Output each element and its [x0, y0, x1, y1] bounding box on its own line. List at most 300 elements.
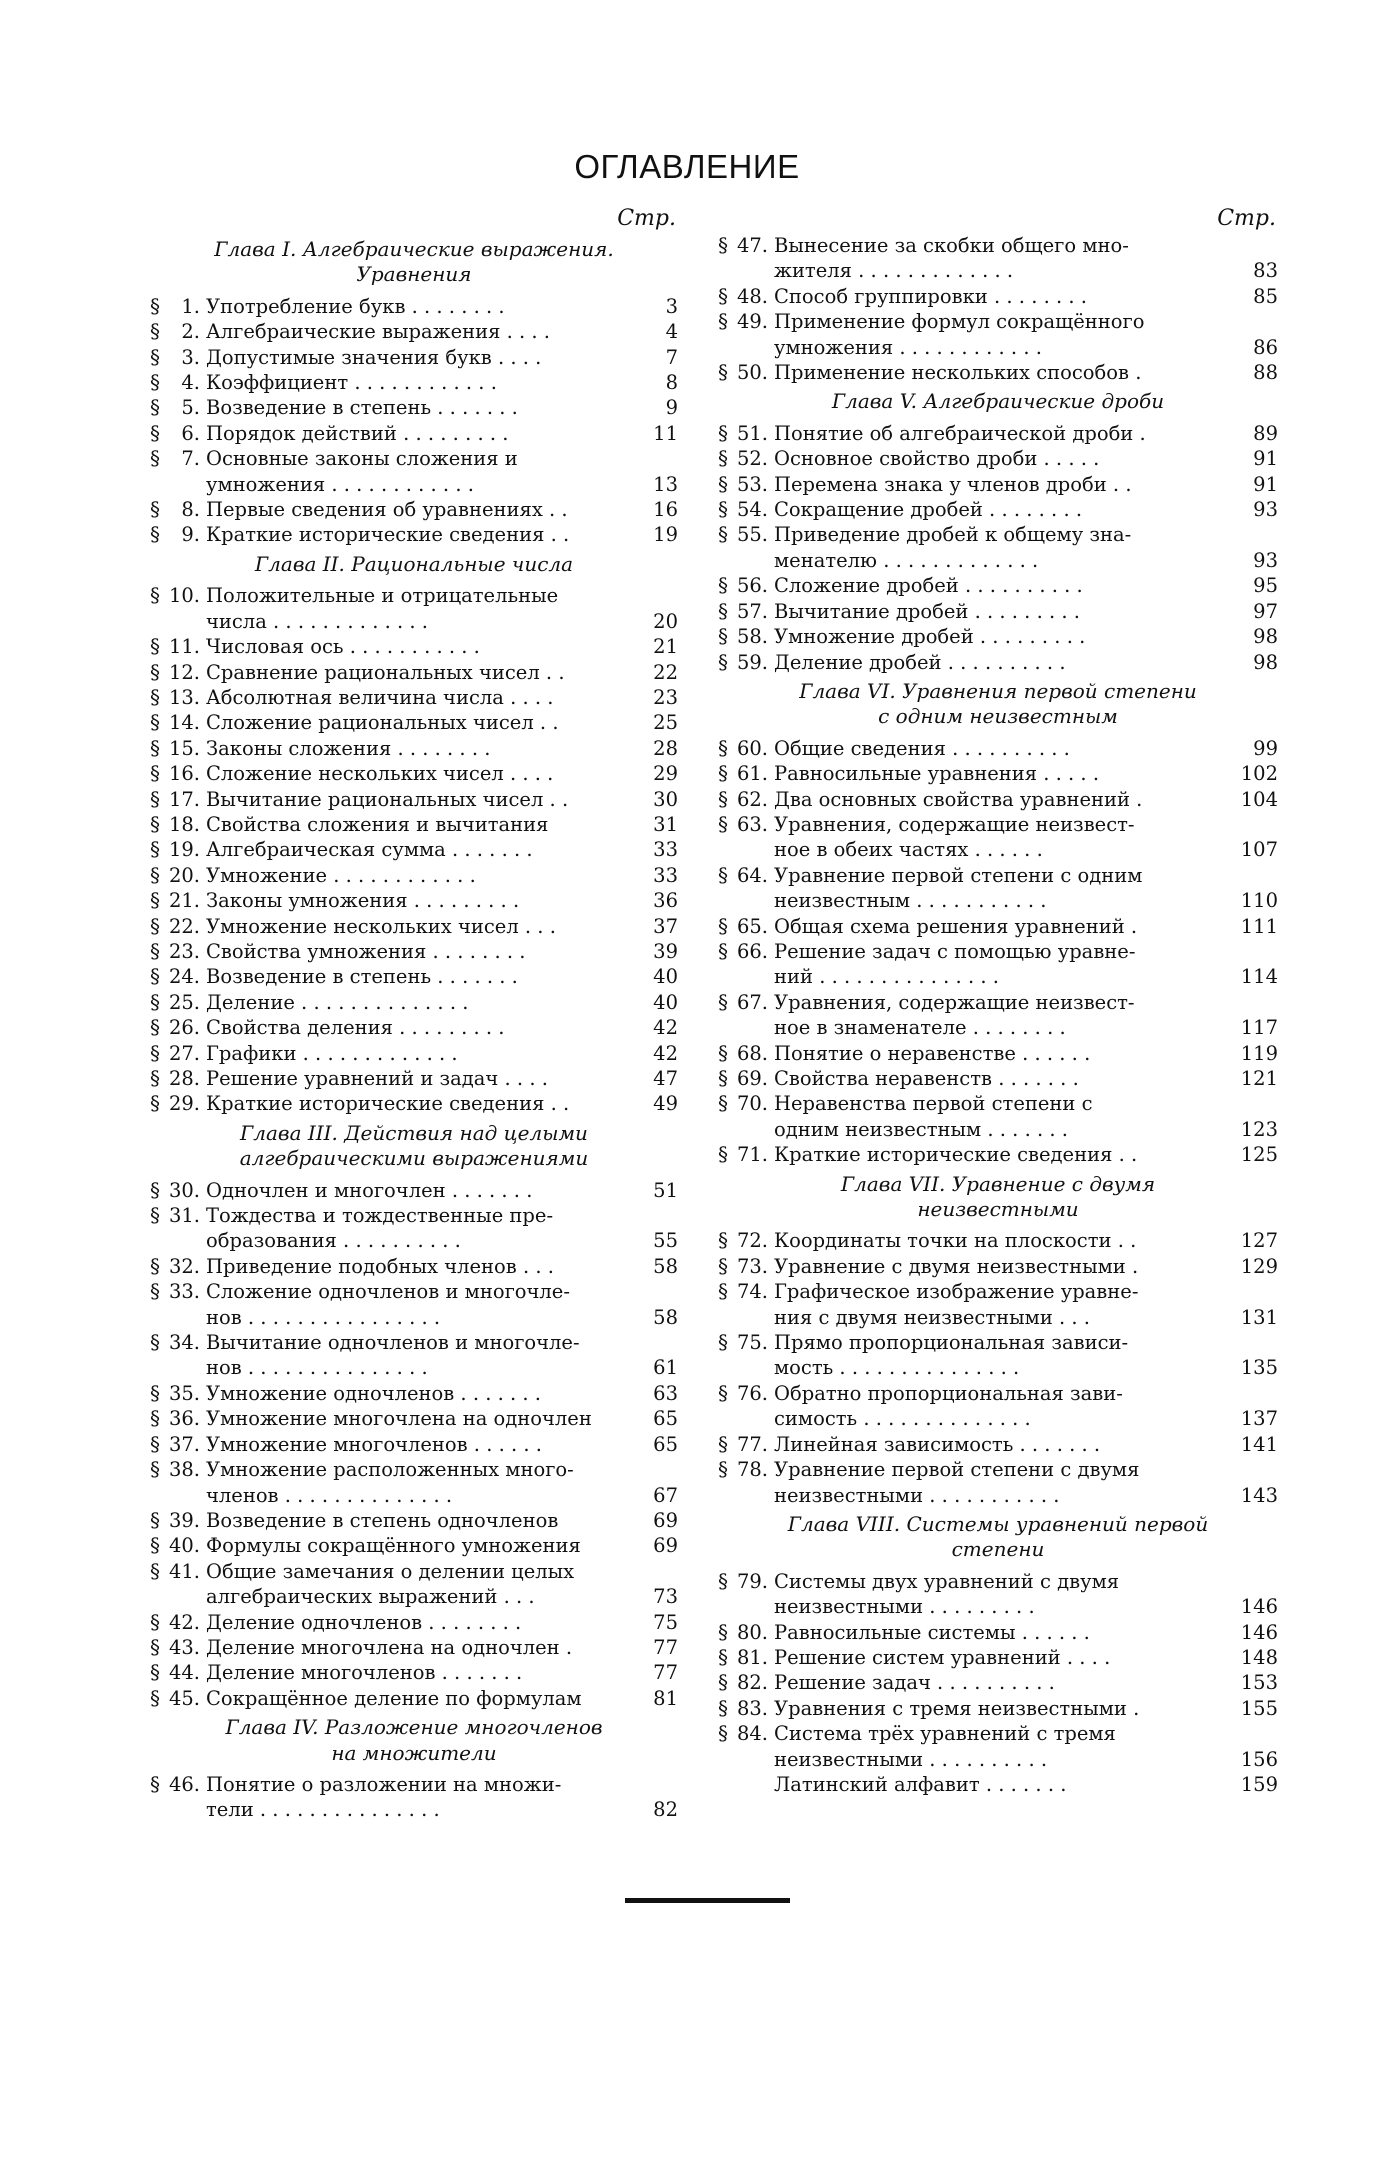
section-sign: § — [718, 1330, 728, 1355]
page-number: 146 — [1240, 1595, 1278, 1619]
section-number: 63. — [736, 812, 768, 836]
page-number: 33 — [653, 863, 678, 887]
toc-entry[interactable] — [150, 761, 678, 786]
section-number: 32. — [168, 1254, 200, 1278]
section-title: Законы умножения . . . . . . . . . — [206, 889, 520, 913]
toc-entry[interactable] — [150, 939, 678, 964]
page-number: 69 — [653, 1508, 678, 1532]
section-title: Свойства сложения и вычитания — [206, 812, 549, 836]
section-sign: § — [150, 293, 160, 318]
section-sign: § — [150, 1507, 160, 1532]
section-title: Краткие исторические сведения . . — [774, 1143, 1138, 1167]
page-number: 61 — [653, 1356, 678, 1380]
section-number: 72. — [736, 1229, 768, 1253]
section-sign: § — [150, 420, 160, 445]
toc-entry[interactable] — [718, 309, 1278, 360]
toc-entry[interactable] — [150, 1381, 678, 1406]
section-title: Равносильные уравнения . . . . . — [774, 762, 1100, 786]
toc-entry[interactable] — [150, 319, 678, 344]
section-number: 83. — [736, 1696, 768, 1720]
section-sign: § — [150, 522, 160, 547]
section-number: 68. — [736, 1041, 768, 1065]
page-number: 104 — [1240, 787, 1278, 811]
page-number: 127 — [1240, 1229, 1278, 1253]
page-number: 36 — [653, 889, 678, 913]
section-number: 37. — [168, 1432, 200, 1456]
section-sign: § — [150, 989, 160, 1014]
section-number: 55. — [736, 523, 768, 547]
section-title: Первые сведения об уравнениях . . — [206, 498, 568, 522]
section-title: Уравнения, содержащие неизвест- ное в обеих частях . . . . . . — [774, 812, 1135, 862]
toc-entry[interactable] — [150, 660, 678, 685]
toc-entry[interactable] — [150, 1772, 678, 1823]
section-title: Сложение одночленов и многочле- нов . . . . . . . . . . . . . . . . — [206, 1280, 570, 1329]
section-number: 36. — [168, 1407, 200, 1431]
section-title: Вычитание дробей . . . . . . . . . — [774, 599, 1080, 623]
section-title: Умножение нескольких чисел . . . — [206, 914, 556, 938]
page-number: 11 — [653, 421, 678, 445]
section-number: 60. — [736, 736, 768, 760]
section-number: 54. — [736, 498, 768, 522]
section-title: Умножение расположенных много- членов . . . . . . . . . . . . . . — [206, 1458, 574, 1507]
toc-entry[interactable] — [150, 395, 678, 420]
toc-entry[interactable] — [150, 837, 678, 862]
section-title: Основные законы сложения и умножения . . . . . . . . . . . . — [206, 447, 518, 496]
page-number: 40 — [653, 965, 678, 989]
section-sign: § — [150, 1609, 160, 1634]
section-title: Прямо пропорциональная зависи- мость . . . . . . . . . . . . . . . — [774, 1331, 1129, 1380]
section-number: 35. — [168, 1381, 200, 1405]
toc-entry[interactable] — [718, 736, 1278, 761]
toc-entry[interactable] — [150, 421, 678, 446]
toc-entry[interactable] — [718, 1457, 1278, 1508]
section-number: 33. — [168, 1280, 200, 1304]
page-number: 131 — [1240, 1305, 1278, 1329]
section-sign: § — [718, 1568, 728, 1593]
section-sign: § — [718, 1142, 728, 1167]
section-title: Краткие исторические сведения . . — [206, 523, 570, 547]
toc-entry[interactable] — [718, 1066, 1278, 1091]
section-sign: § — [150, 319, 160, 344]
section-number: 84. — [736, 1722, 768, 1746]
section-title: Координаты точки на плоскости . . — [774, 1229, 1137, 1253]
section-sign: § — [150, 1040, 160, 1065]
section-title: Решение задач . . . . . . . . . . — [774, 1671, 1055, 1695]
toc-entry[interactable] — [718, 1279, 1278, 1330]
section-title: Деление многочленов . . . . . . . — [206, 1661, 523, 1685]
section-title: Умножение дробей . . . . . . . . . — [774, 625, 1086, 649]
section-number: 25. — [168, 990, 200, 1014]
section-title: Сложение нескольких чисел . . . . — [206, 762, 554, 786]
section-sign: § — [150, 1457, 160, 1482]
page-number: 30 — [653, 787, 678, 811]
page-number: 107 — [1240, 838, 1278, 862]
toc-entry[interactable] — [150, 1610, 678, 1635]
toc-entry[interactable] — [718, 573, 1278, 598]
page-number: 99 — [1253, 736, 1278, 760]
section-sign: § — [150, 1634, 160, 1659]
section-number: 24. — [168, 965, 200, 989]
section-number: 40. — [168, 1534, 200, 1558]
section-sign: § — [718, 1253, 728, 1278]
toc-entry[interactable] — [150, 294, 678, 319]
page-number: 58 — [653, 1254, 678, 1278]
page-number: 37 — [653, 914, 678, 938]
section-title: Решение систем уравнений . . . . — [774, 1645, 1111, 1669]
page-number: 75 — [653, 1610, 678, 1634]
page-number: 49 — [653, 1092, 678, 1116]
toc-entry[interactable] — [718, 1620, 1278, 1645]
section-title: Одночлен и многочлен . . . . . . . — [206, 1178, 533, 1202]
toc-entry[interactable] — [150, 522, 678, 547]
section-title: Общие сведения . . . . . . . . . . — [774, 736, 1070, 760]
toc-entry[interactable] — [150, 446, 678, 497]
toc-entry[interactable] — [150, 497, 678, 522]
page-number: 39 — [653, 939, 678, 963]
page-number: 153 — [1240, 1671, 1278, 1695]
section-title: Свойства умножения . . . . . . . . — [206, 939, 526, 963]
section-sign: § — [718, 913, 728, 938]
section-sign: § — [150, 964, 160, 989]
section-sign: § — [150, 1203, 160, 1228]
section-sign — [718, 1772, 734, 1797]
toc-entry[interactable] — [150, 1066, 678, 1091]
section-title: Системы двух уравнений с двумя неизвестными . . . . . . . . . — [774, 1569, 1120, 1619]
section-title: Линейная зависимость . . . . . . . — [774, 1432, 1101, 1456]
toc-entry[interactable] — [718, 599, 1278, 624]
toc-entry[interactable] — [150, 1660, 678, 1685]
page-number: 155 — [1240, 1696, 1278, 1720]
section-sign: § — [150, 684, 160, 709]
section-sign: § — [150, 1558, 160, 1583]
section-sign: § — [718, 1279, 728, 1304]
section-number: 69. — [736, 1067, 768, 1090]
section-number: 14. — [168, 711, 200, 735]
section-title: Равносильные системы . . . . . . — [774, 1620, 1090, 1644]
page-number: 159 — [1240, 1772, 1278, 1796]
page-number: 47 — [653, 1067, 678, 1090]
page-number: 97 — [1253, 599, 1278, 623]
section-number: 64. — [736, 863, 768, 887]
section-sign: § — [150, 1330, 160, 1355]
section-sign: § — [718, 497, 728, 522]
section-sign: § — [150, 1685, 160, 1710]
section-number: 34. — [168, 1331, 200, 1355]
section-number: 3. — [181, 345, 200, 369]
section-number: 79. — [736, 1569, 768, 1593]
section-number: 5. — [181, 396, 200, 420]
section-number: 80. — [736, 1620, 768, 1644]
toc-entry[interactable] — [718, 863, 1278, 914]
toc-entry[interactable] — [150, 1203, 678, 1254]
toc-entry[interactable] — [718, 939, 1278, 990]
page-number: 58 — [653, 1305, 678, 1329]
toc-entry[interactable] — [718, 1228, 1278, 1253]
page-number: 125 — [1240, 1143, 1278, 1167]
section-number: 52. — [736, 447, 768, 471]
page-number: 91 — [1253, 472, 1278, 496]
section-title: Алгебраические выражения . . . . — [206, 320, 551, 344]
section-title: Уравнение с двумя неизвестными . — [774, 1254, 1139, 1278]
toc-entry[interactable] — [718, 360, 1278, 385]
chapter-heading: Глава VIII. Системы уравнений первой степени — [787, 1511, 1209, 1562]
section-title: Допустимые значения букв . . . . — [206, 345, 542, 369]
toc-entry[interactable] — [150, 1091, 678, 1116]
toc-entry[interactable] — [150, 1406, 678, 1431]
section-sign: § — [718, 1721, 728, 1746]
page-number: 22 — [653, 660, 678, 684]
toc-entry[interactable] — [718, 472, 1278, 497]
toc-entry[interactable] — [718, 761, 1278, 786]
page-number: 114 — [1240, 965, 1278, 989]
toc-entry[interactable] — [150, 1635, 678, 1660]
section-number: 76. — [736, 1381, 768, 1405]
page-number: 156 — [1240, 1747, 1278, 1771]
toc-entry[interactable] — [718, 1772, 1278, 1797]
section-number: 2. — [181, 320, 200, 344]
section-number: 39. — [168, 1508, 200, 1532]
page-number: 93 — [1253, 498, 1278, 522]
toc-entry[interactable] — [718, 1041, 1278, 1066]
toc-entry[interactable] — [150, 1457, 678, 1508]
section-number: 49. — [736, 310, 768, 334]
page-number: 4 — [665, 320, 678, 344]
page-number: 3 — [665, 294, 678, 318]
toc-entry[interactable] — [718, 1330, 1278, 1381]
section-title: Применение нескольких способов . — [774, 361, 1142, 385]
toc-entry[interactable] — [718, 1091, 1278, 1142]
section-sign: § — [718, 989, 728, 1014]
toc-entry[interactable] — [718, 1569, 1278, 1620]
toc-entry[interactable] — [718, 1142, 1278, 1167]
section-title: Сокращение дробей . . . . . . . . — [774, 498, 1083, 522]
section-title: Возведение в степень одночленов — [206, 1508, 559, 1532]
page-number: 98 — [1253, 650, 1278, 674]
page-number: 63 — [653, 1381, 678, 1405]
toc-entry[interactable] — [718, 650, 1278, 675]
page-number: 29 — [653, 762, 678, 786]
page-number: 143 — [1240, 1483, 1278, 1507]
section-number: 73. — [736, 1254, 768, 1278]
section-title: Способ группировки . . . . . . . . — [774, 284, 1087, 308]
page-number-header: Стр. — [1217, 206, 1276, 231]
toc-entry[interactable] — [150, 863, 678, 888]
toc-entry[interactable] — [150, 634, 678, 659]
section-sign: § — [150, 395, 160, 420]
section-number: 4. — [181, 371, 200, 395]
section-title: Основное свойство дроби . . . . . — [774, 447, 1100, 471]
page-number: 42 — [653, 1041, 678, 1065]
section-number: 18. — [168, 812, 200, 836]
section-number: 46. — [168, 1772, 200, 1796]
section-sign: § — [150, 1533, 160, 1558]
section-sign: § — [150, 497, 160, 522]
toc-entry[interactable] — [718, 1432, 1278, 1457]
section-number: 45. — [168, 1686, 200, 1710]
section-number: 19. — [168, 838, 200, 862]
section-title: Графики . . . . . . . . . . . . . — [206, 1041, 458, 1065]
toc-entry[interactable] — [718, 421, 1278, 446]
section-title: Понятие об алгебраической дроби . — [774, 421, 1146, 445]
toc-entry[interactable] — [718, 624, 1278, 649]
section-title: Уравнения, содержащие неизвест- ное в знаменателе . . . . . . . . — [774, 990, 1135, 1040]
toc-entry[interactable] — [150, 914, 678, 939]
section-number: 57. — [736, 599, 768, 623]
section-number — [734, 1772, 774, 1797]
toc-entry[interactable] — [150, 345, 678, 370]
page-number: 65 — [653, 1432, 678, 1456]
toc-entry[interactable] — [718, 787, 1278, 812]
section-title: Умножение многочленов . . . . . . — [206, 1432, 542, 1456]
page-number: 141 — [1240, 1432, 1278, 1456]
section-sign: § — [718, 522, 728, 547]
section-sign: § — [150, 761, 160, 786]
page-number: 110 — [1240, 889, 1278, 913]
section-sign: § — [718, 1066, 728, 1090]
toc-entry[interactable] — [718, 284, 1278, 309]
toc-entry[interactable] — [718, 914, 1278, 939]
page-number: 65 — [653, 1407, 678, 1431]
page-number: 31 — [653, 812, 678, 836]
section-number: 12. — [168, 660, 200, 684]
section-number: 47. — [736, 234, 768, 257]
toc-entry[interactable] — [718, 812, 1278, 863]
toc-entry[interactable] — [150, 812, 678, 837]
page-number: 20 — [653, 609, 678, 633]
section-number: 8. — [181, 498, 200, 522]
toc-entry[interactable] — [718, 1254, 1278, 1279]
section-number: 17. — [168, 787, 200, 811]
toc-entry[interactable] — [718, 990, 1278, 1041]
toc-entry[interactable] — [150, 1330, 678, 1381]
page-number: 98 — [1253, 625, 1278, 649]
toc-entry[interactable] — [718, 1670, 1278, 1695]
section-title: Решение уравнений и задач . . . . — [206, 1067, 548, 1090]
page-number: 93 — [1253, 548, 1278, 572]
toc-entry[interactable] — [718, 522, 1278, 573]
page-number: 25 — [653, 711, 678, 735]
toc-entry[interactable] — [150, 1533, 678, 1558]
section-sign: § — [150, 583, 160, 608]
toc-entry[interactable] — [150, 1432, 678, 1457]
page-number: 77 — [653, 1661, 678, 1685]
section-sign: § — [718, 598, 728, 623]
section-title: Общие замечания о делении целых алгебраических выражений . . . — [206, 1559, 575, 1609]
section-number: 74. — [736, 1280, 768, 1304]
section-sign: § — [150, 888, 160, 913]
toc-entry[interactable] — [718, 1721, 1278, 1772]
section-sign: § — [150, 344, 160, 369]
page-number: 83 — [1253, 259, 1278, 283]
section-title: Обратно пропорциональная зави- симость . . . . . . . . . . . . . . — [774, 1381, 1123, 1431]
page-number: 69 — [653, 1534, 678, 1558]
section-sign: § — [718, 1457, 728, 1482]
toc-entry[interactable] — [150, 964, 678, 989]
toc-entry[interactable] — [150, 1279, 678, 1330]
section-number: 16. — [168, 762, 200, 786]
toc-entry[interactable] — [150, 710, 678, 735]
section-number: 30. — [168, 1178, 200, 1202]
section-title: Сокращённое деление по формулам — [206, 1686, 582, 1710]
page-number: 40 — [653, 990, 678, 1014]
section-sign: § — [718, 1670, 728, 1695]
toc-entry[interactable] — [150, 1178, 678, 1203]
page-number: 123 — [1240, 1117, 1278, 1141]
page-number: 117 — [1240, 1016, 1278, 1040]
section-number: 38. — [168, 1458, 200, 1482]
section-sign: § — [718, 1040, 728, 1065]
toc-entry[interactable] — [150, 888, 678, 913]
section-number: 10. — [168, 584, 200, 608]
section-title: Умножение одночленов . . . . . . . — [206, 1381, 542, 1405]
toc-entry[interactable] — [150, 1254, 678, 1279]
page-number: 111 — [1240, 914, 1278, 938]
toc-entry[interactable] — [150, 1686, 678, 1711]
page-number: 77 — [653, 1635, 678, 1659]
section-number: 6. — [181, 421, 200, 445]
toc-entry[interactable] — [150, 736, 678, 761]
section-number: 82. — [736, 1671, 768, 1695]
section-number: 50. — [736, 361, 768, 385]
chapter-heading: Глава VII. Уравнение с двумя неизвестными — [840, 1171, 1156, 1222]
section-number: 62. — [736, 787, 768, 811]
toc-entry[interactable] — [718, 446, 1278, 471]
toc-left-column — [150, 205, 678, 1823]
toc-entry[interactable] — [150, 990, 678, 1015]
section-sign: § — [150, 938, 160, 963]
toc-entry[interactable] — [718, 497, 1278, 522]
page-number: 119 — [1240, 1041, 1278, 1065]
toc-right-column — [718, 205, 1278, 1797]
chapter-heading: Глава III. Действия над целыми алгебраическими выражениями — [239, 1120, 589, 1171]
section-sign: § — [150, 1091, 160, 1116]
toc-entry[interactable] — [150, 370, 678, 395]
divider-rule — [625, 1898, 790, 1903]
toc-entry[interactable] — [150, 787, 678, 812]
section-number: 15. — [168, 736, 200, 760]
section-title: Сравнение рациональных чисел . . — [206, 660, 565, 684]
section-sign: § — [718, 360, 728, 385]
toc-entry[interactable] — [718, 1645, 1278, 1670]
section-title: Решение задач с помощью уравне- ний . . . . . . . . . . . . . . . — [774, 939, 1136, 989]
section-number: 56. — [736, 574, 768, 598]
section-sign: § — [150, 1177, 160, 1202]
section-title: Приведение дробей к общему зна- менателю . . . . . . . . . . . . . — [774, 523, 1132, 572]
section-number: 42. — [168, 1610, 200, 1634]
chapter-heading: Глава I. Алгебраические выражения. Уравнения — [214, 237, 614, 287]
section-number: 29. — [168, 1092, 200, 1116]
section-sign: § — [150, 862, 160, 887]
section-sign: § — [718, 862, 728, 887]
toc-entry[interactable] — [718, 233, 1278, 284]
section-number: 27. — [168, 1041, 200, 1065]
page-number: 88 — [1253, 361, 1278, 385]
section-number: 66. — [736, 939, 768, 963]
toc-entry[interactable] — [150, 1559, 678, 1610]
section-title: Сложение дробей . . . . . . . . . . — [774, 574, 1083, 598]
section-title: Свойства деления . . . . . . . . . — [206, 1016, 505, 1040]
toc-entry[interactable] — [150, 1041, 678, 1066]
toc-entry[interactable] — [150, 1015, 678, 1040]
chapter-heading: Глава V. Алгебраические дроби — [831, 389, 1165, 414]
section-title: Возведение в степень . . . . . . . — [206, 965, 518, 989]
toc-entry[interactable] — [150, 1508, 678, 1533]
toc-entry[interactable] — [150, 685, 678, 710]
section-sign: § — [718, 420, 728, 445]
toc-entry[interactable] — [150, 583, 678, 634]
toc-entry[interactable] — [718, 1381, 1278, 1432]
toc-entry[interactable] — [718, 1696, 1278, 1721]
